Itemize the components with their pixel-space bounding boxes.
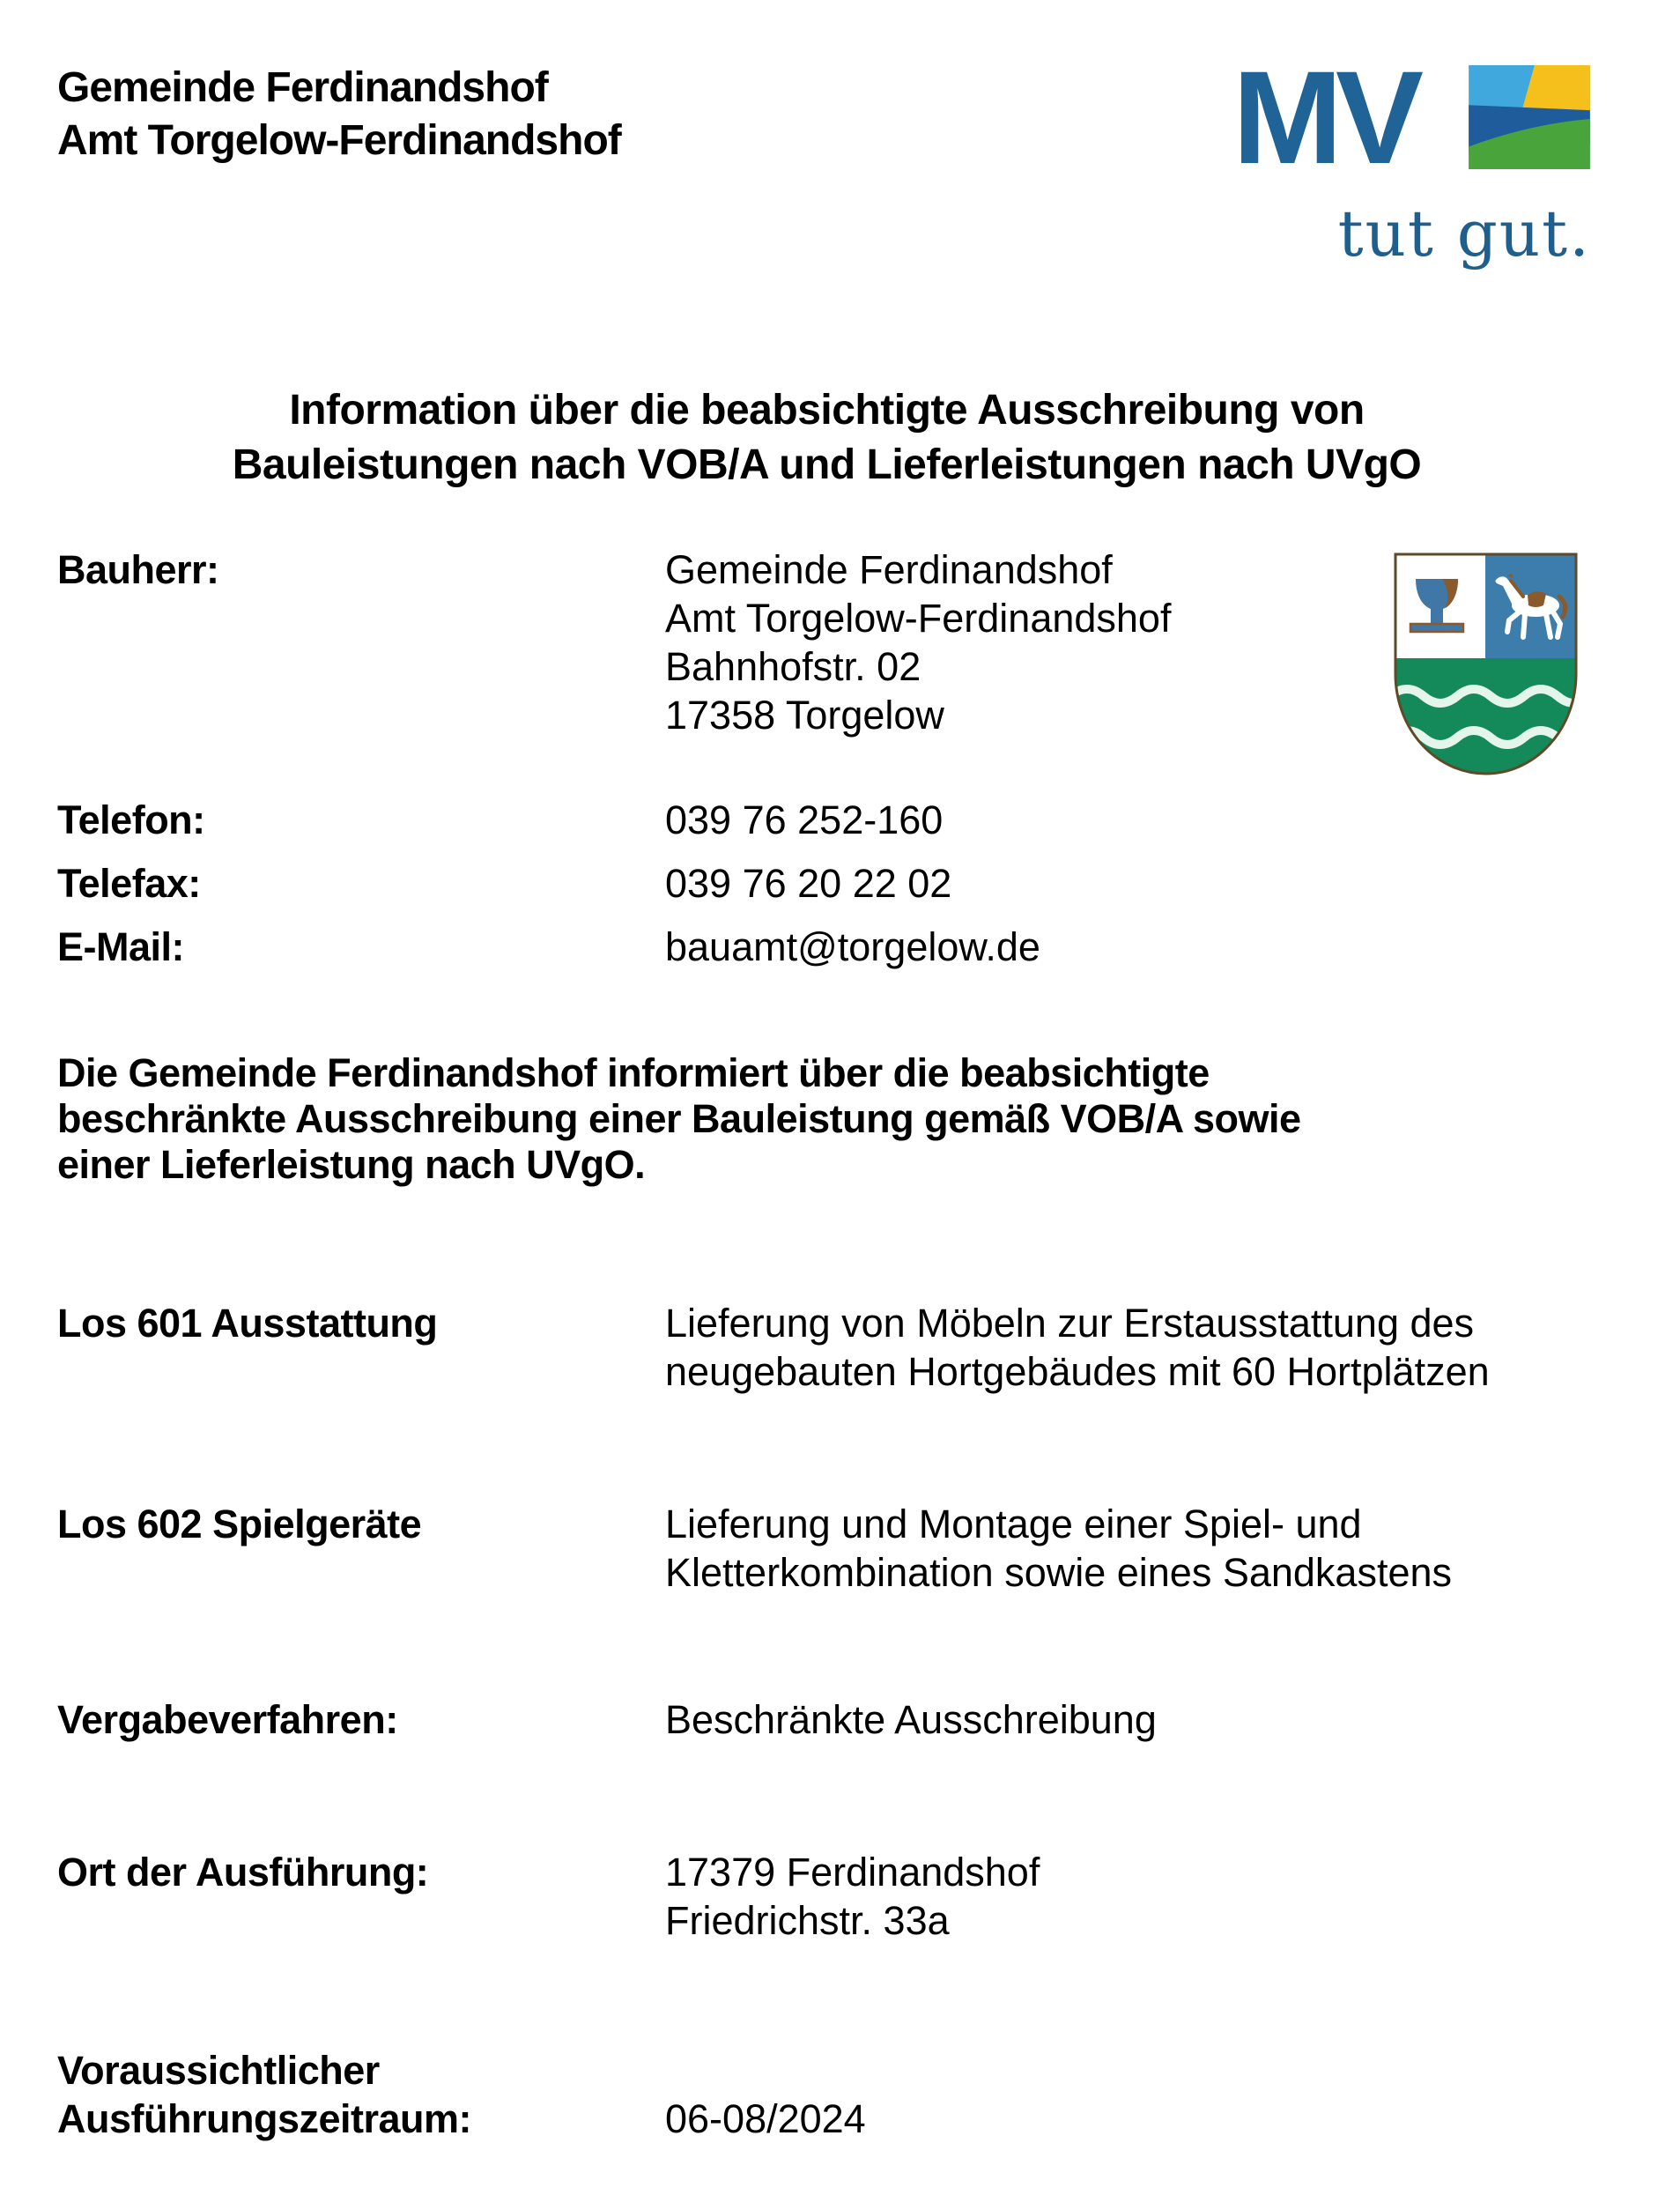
phone-value: 039 76 252-160 [665,797,944,842]
intro-line-2: beschränkte Ausschreibung einer Bauleistung gemäß VOB/A sowie [57,1096,1301,1141]
mv-tagline: tut gut. [1337,197,1591,271]
phone-row [57,796,1596,844]
bauherr-org-line: Gemeinde Ferdinandshof [665,547,1113,592]
bauherr-street-line: Bahnhofstr. 02 [665,644,921,689]
page-title-line-1: Information über die beabsichtigte Ausschreibung von [289,387,1365,434]
coat-of-arms-icon [1390,551,1581,789]
los-601-row [57,1299,1596,1396]
mv-landscape-icon [1468,65,1591,174]
intro-paragraph [57,1050,1596,1188]
vergabeverfahren-value: Beschränkte Ausschreibung [665,1697,1157,1742]
zeitraum-label-line-1: Voraussichtlicher [57,2048,380,2093]
phone-label: Telefon: [57,797,205,842]
vergabeverfahren-label: Vergabeverfahren: [57,1697,398,1742]
org-name-line-1: Gemeinde Ferdinandshof [57,64,548,111]
los-602-value-line-1: Lieferung und Montage einer Spiel- und [665,1502,1362,1546]
email-label: E-Mail: [57,924,185,969]
page-title [57,383,1596,493]
fax-row [57,859,1596,908]
ort-value-line-2: Friedrichstr. 33a [665,1898,950,1943]
page-header [57,43,1596,271]
los-602-row [57,1500,1596,1597]
bauherr-row [57,545,1596,739]
ort-row [57,1848,1596,1945]
los-602-value [665,1500,1452,1597]
zeitraum-value: 06-08/2024 [665,2096,866,2141]
email-row [57,923,1596,971]
bauherr-label: Bauherr: [57,547,219,592]
organization-name [57,62,621,167]
los-601-label: Los 601 Ausstattung [57,1301,438,1346]
mv-logo [1232,43,1591,271]
bauherr-city-line: 17358 Torgelow [665,693,944,738]
fax-label: Telefax: [57,861,201,906]
mv-wordmark: MV [1232,43,1417,191]
intro-line-3: einer Lieferleistung nach UVgO. [57,1142,646,1187]
los-601-value-line-2: neugebauten Hortgebäudes mit 60 Hortplätzen [665,1349,1490,1394]
los-601-value [665,1299,1490,1396]
page-title-line-2: Bauleistungen nach VOB/A und Lieferleistungen nach UVgO [232,441,1422,488]
email-value: bauamt@torgelow.de [665,924,1040,969]
intro-line-1: Die Gemeinde Ferdinandshof informiert über die beabsichtigte [57,1050,1210,1095]
org-name-line-2: Amt Torgelow-Ferdinandshof [57,117,621,164]
ort-value [665,1848,1040,1945]
zeitraum-row [57,2046,1596,2143]
los-602-value-line-2: Kletterkombination sowie eines Sandkastens [665,1550,1453,1595]
ort-value-line-1: 17379 Ferdinandshof [665,1850,1040,1895]
los-601-value-line-1: Lieferung von Möbeln zur Erstausstattung des [665,1301,1475,1346]
mv-logo-row [1232,43,1591,191]
zeitraum-label [57,2046,665,2143]
ort-label: Ort der Ausführung: [57,1850,429,1895]
bauherr-amt-line: Amt Torgelow-Ferdinandshof [665,596,1172,641]
bauherr-value [665,545,1171,739]
los-602-label: Los 602 Spielgeräte [57,1502,422,1546]
fax-value: 039 76 20 22 02 [665,861,952,906]
vergabeverfahren-row [57,1695,1596,1744]
zeitraum-label-line-2: Ausführungszeitraum: [57,2096,472,2141]
